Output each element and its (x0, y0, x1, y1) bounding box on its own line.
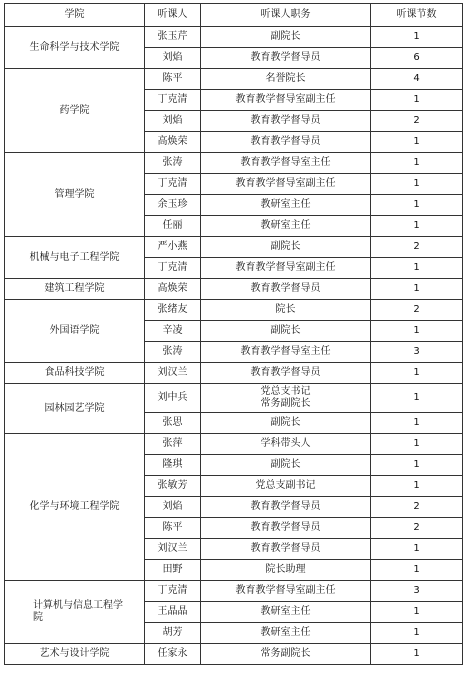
observer-name-cell: 刘汉兰 (145, 539, 201, 560)
observer-name-cell: 丁克清 (145, 581, 201, 602)
session-count-cell: 1 (371, 384, 463, 413)
observer-name-cell: 张玉芹 (145, 27, 201, 48)
observer-title-cell: 教育教学督导室副主任 (201, 90, 371, 111)
header-observer: 听课人 (145, 4, 201, 27)
observer-name-cell: 田野 (145, 560, 201, 581)
observer-name-cell: 陈平 (145, 518, 201, 539)
observer-name-cell: 丁克清 (145, 90, 201, 111)
header-session-count: 听课节数 (371, 4, 463, 27)
observer-title-cell: 教育教学督导室副主任 (201, 174, 371, 195)
session-count-cell: 1 (371, 413, 463, 434)
session-count-cell: 1 (371, 539, 463, 560)
observer-title-cell: 副院长 (201, 321, 371, 342)
observer-title-cell: 教研室主任 (201, 602, 371, 623)
observer-title-cell: 副院长 (201, 413, 371, 434)
observer-name-cell: 张涛 (145, 342, 201, 363)
observer-title-cell: 教育教学督导员 (201, 363, 371, 384)
college-cell: 园林园艺学院 (5, 384, 145, 434)
session-count-cell: 1 (371, 90, 463, 111)
observer-name-cell: 张思 (145, 413, 201, 434)
header-college: 学院 (5, 4, 145, 27)
session-count-cell: 1 (371, 216, 463, 237)
observer-name-cell: 严小燕 (145, 237, 201, 258)
observer-title-cell: 教育教学督导员 (201, 539, 371, 560)
session-count-cell: 1 (371, 476, 463, 497)
college-cell: 管理学院 (5, 153, 145, 237)
table-row (5, 153, 463, 174)
observer-name-cell: 丁克清 (145, 258, 201, 279)
session-count-cell: 1 (371, 623, 463, 644)
observer-name-cell: 刘焰 (145, 497, 201, 518)
observer-title-cell: 党总支副书记 (201, 476, 371, 497)
observer-title-cell: 教育教学督导员 (201, 518, 371, 539)
table-row (5, 644, 463, 665)
college-cell: 机械与电子工程学院 (5, 237, 145, 279)
observer-title-cell: 党总支书记 常务副院长 (201, 384, 371, 413)
observer-title-cell: 教育教学督导员 (201, 111, 371, 132)
observer-title-cell: 教育教学督导员 (201, 279, 371, 300)
observer-title-cell: 院长 (201, 300, 371, 321)
college-cell: 艺术与设计学院 (5, 644, 145, 665)
observer-name-cell: 任家永 (145, 644, 201, 665)
session-count-cell: 1 (371, 132, 463, 153)
session-count-cell: 1 (371, 174, 463, 195)
session-count-cell: 6 (371, 48, 463, 69)
session-count-cell: 2 (371, 497, 463, 518)
session-count-cell: 1 (371, 195, 463, 216)
session-count-cell: 2 (371, 237, 463, 258)
observer-name-cell: 陈平 (145, 69, 201, 90)
table-body (5, 4, 463, 665)
table-row (5, 581, 463, 602)
observer-title-cell: 副院长 (201, 237, 371, 258)
observer-name-cell: 刘焰 (145, 48, 201, 69)
session-count-cell: 2 (371, 111, 463, 132)
table-row (5, 237, 463, 258)
table-row (5, 300, 463, 321)
observer-title-cell: 常务副院长 (201, 644, 371, 665)
college-cell: 生命科学与技术学院 (5, 27, 145, 69)
observer-name-cell: 任丽 (145, 216, 201, 237)
table-row (5, 27, 463, 48)
observer-name-cell: 丁克清 (145, 174, 201, 195)
session-count-cell: 1 (371, 560, 463, 581)
session-count-cell: 3 (371, 581, 463, 602)
observer-name-cell: 隆琪 (145, 455, 201, 476)
college-cell: 建筑工程学院 (5, 279, 145, 300)
observer-name-cell: 高焕荣 (145, 132, 201, 153)
observer-name-cell: 胡芳 (145, 623, 201, 644)
session-count-cell: 1 (371, 644, 463, 665)
observer-title-cell: 院长助理 (201, 560, 371, 581)
table-row (5, 363, 463, 384)
session-count-cell: 1 (371, 321, 463, 342)
observer-title-cell: 教研室主任 (201, 195, 371, 216)
observer-name-cell: 辛凌 (145, 321, 201, 342)
observer-name-cell: 张涛 (145, 153, 201, 174)
session-count-cell: 2 (371, 518, 463, 539)
observer-title-cell: 教研室主任 (201, 216, 371, 237)
session-count-cell: 1 (371, 27, 463, 48)
observer-name-cell: 张萍 (145, 434, 201, 455)
college-cell: 化学与环境工程学院 (5, 434, 145, 581)
observer-name-cell: 张绪友 (145, 300, 201, 321)
lecture-attendance-table (4, 3, 463, 665)
observer-title-cell: 副院长 (201, 455, 371, 476)
session-count-cell: 1 (371, 434, 463, 455)
observer-title-cell: 教研室主任 (201, 623, 371, 644)
observer-title-cell: 副院长 (201, 27, 371, 48)
session-count-cell: 1 (371, 279, 463, 300)
session-count-cell: 2 (371, 300, 463, 321)
observer-name-cell: 高焕荣 (145, 279, 201, 300)
observer-name-cell: 王晶晶 (145, 602, 201, 623)
college-cell: 药学院 (5, 69, 145, 153)
college-cell: 外国语学院 (5, 300, 145, 363)
header-observer-title: 听课人职务 (201, 4, 371, 27)
observer-name-cell: 刘汉兰 (145, 363, 201, 384)
session-count-cell: 4 (371, 69, 463, 90)
session-count-cell: 3 (371, 342, 463, 363)
observer-title-cell: 教育教学督导员 (201, 132, 371, 153)
observer-title-cell: 教育教学督导室副主任 (201, 581, 371, 602)
table-row (5, 434, 463, 455)
observer-title-cell: 教育教学督导室副主任 (201, 258, 371, 279)
college-cell: 食品科技学院 (5, 363, 145, 384)
session-count-cell: 1 (371, 258, 463, 279)
college-cell: 计算机与信息工程学 院 (5, 581, 145, 644)
observer-title-cell: 教育教学督导员 (201, 497, 371, 518)
observer-name-cell: 刘焰 (145, 111, 201, 132)
table-row (5, 279, 463, 300)
session-count-cell: 1 (371, 455, 463, 476)
observer-title-cell: 教育教学督导员 (201, 48, 371, 69)
session-count-cell: 1 (371, 363, 463, 384)
observer-title-cell: 学科带头人 (201, 434, 371, 455)
table-row (5, 69, 463, 90)
observer-name-cell: 余玉珍 (145, 195, 201, 216)
observer-name-cell: 张敏芳 (145, 476, 201, 497)
session-count-cell: 1 (371, 602, 463, 623)
observer-title-cell: 教育教学督导室主任 (201, 342, 371, 363)
table-row (5, 384, 463, 413)
observer-title-cell: 名誉院长 (201, 69, 371, 90)
observer-title-cell: 教育教学督导室主任 (201, 153, 371, 174)
session-count-cell: 1 (371, 153, 463, 174)
observer-name-cell: 刘中兵 (145, 384, 201, 413)
header-row (5, 4, 463, 27)
